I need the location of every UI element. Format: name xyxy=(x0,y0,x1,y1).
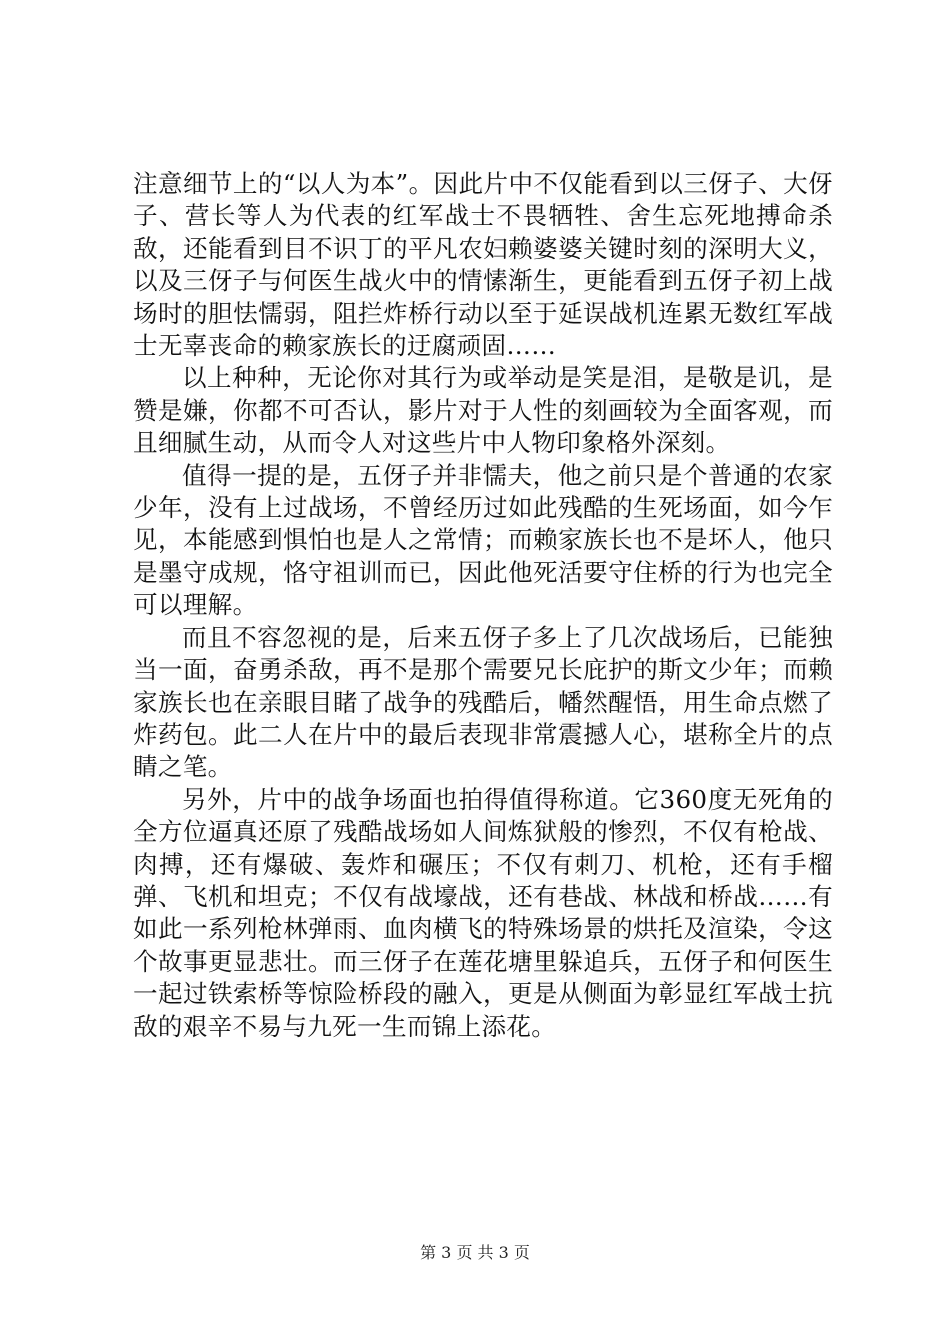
paragraph-1: 注意细节上的“以人为本”。因此片中不仅能看到以三伢子、大伢子、营长等人为代表的红军战士不畏牺牲、舍生忘死地搏命杀敌，还能看到目不识丁的平凡农妇赖婆婆关键时刻的深明大义，以及三伢子与何医生战火中的情愫渐生，更能看到五伢子初上战场时的胆怯懦弱，阻拦炸桥行动以至于延误战机连累无数红军战士无辜丧命的赖家族长的迂腐顽固…… xyxy=(133,169,833,361)
page-footer xyxy=(0,1243,950,1263)
document-body xyxy=(133,168,833,1043)
paragraph-5: 另外，片中的战争场面也拍得值得称道。它360度无死角的全方位逼真还原了残酷战场如人间炼狱般的惨烈，不仅有枪战、肉搏，还有爆破、轰炸和碾压；不仅有刺刀、机枪，还有手榴弹、飞机和坦克；不仅有战壕战，还有巷战、林战和桥战……有如此一系列枪林弹雨、血肉横飞的特殊场景的烘托及渲染，令这个故事更显悲壮。而三伢子在莲花塘里躲追兵，五伢子和何医生一起过铁索桥等惊险桥段的融入，更是从侧面为彰显红军战士抗敌的艰辛不易与九死一生而锦上添花。 xyxy=(133,784,833,1041)
page-number-label: 第 3 页 共 3 页 xyxy=(420,1243,530,1262)
paragraph-3: 值得一提的是，五伢子并非懦夫，他之前只是个普通的农家少年，没有上过战场，不曾经历过如此残酷的生死场面，如今乍见，本能感到惧怕也是人之常情；而赖家族长也不是坏人，他只是墨守成规，恪守祖训而已，因此他死活要守住桥的行为也完全可以理解。 xyxy=(133,460,833,620)
paragraph-2: 以上种种，无论你对其行为或举动是笑是泪，是敬是讥，是赞是嫌，你都不可否认，影片对于人性的刻画较为全面客观，而且细腻生动，从而令人对这些片中人物印象格外深刻。 xyxy=(133,363,833,458)
paragraph-4: 而且不容忽视的是，后来五伢子多上了几次战场后，已能独当一面，奋勇杀敌，再不是那个需要兄长庇护的斯文少年；而赖家族长也在亲眼目睹了战争的残酷后，幡然醒悟，用生命点燃了炸药包。此二人在片中的最后表现非常震撼人心，堪称全片的点睛之笔。 xyxy=(133,622,833,782)
